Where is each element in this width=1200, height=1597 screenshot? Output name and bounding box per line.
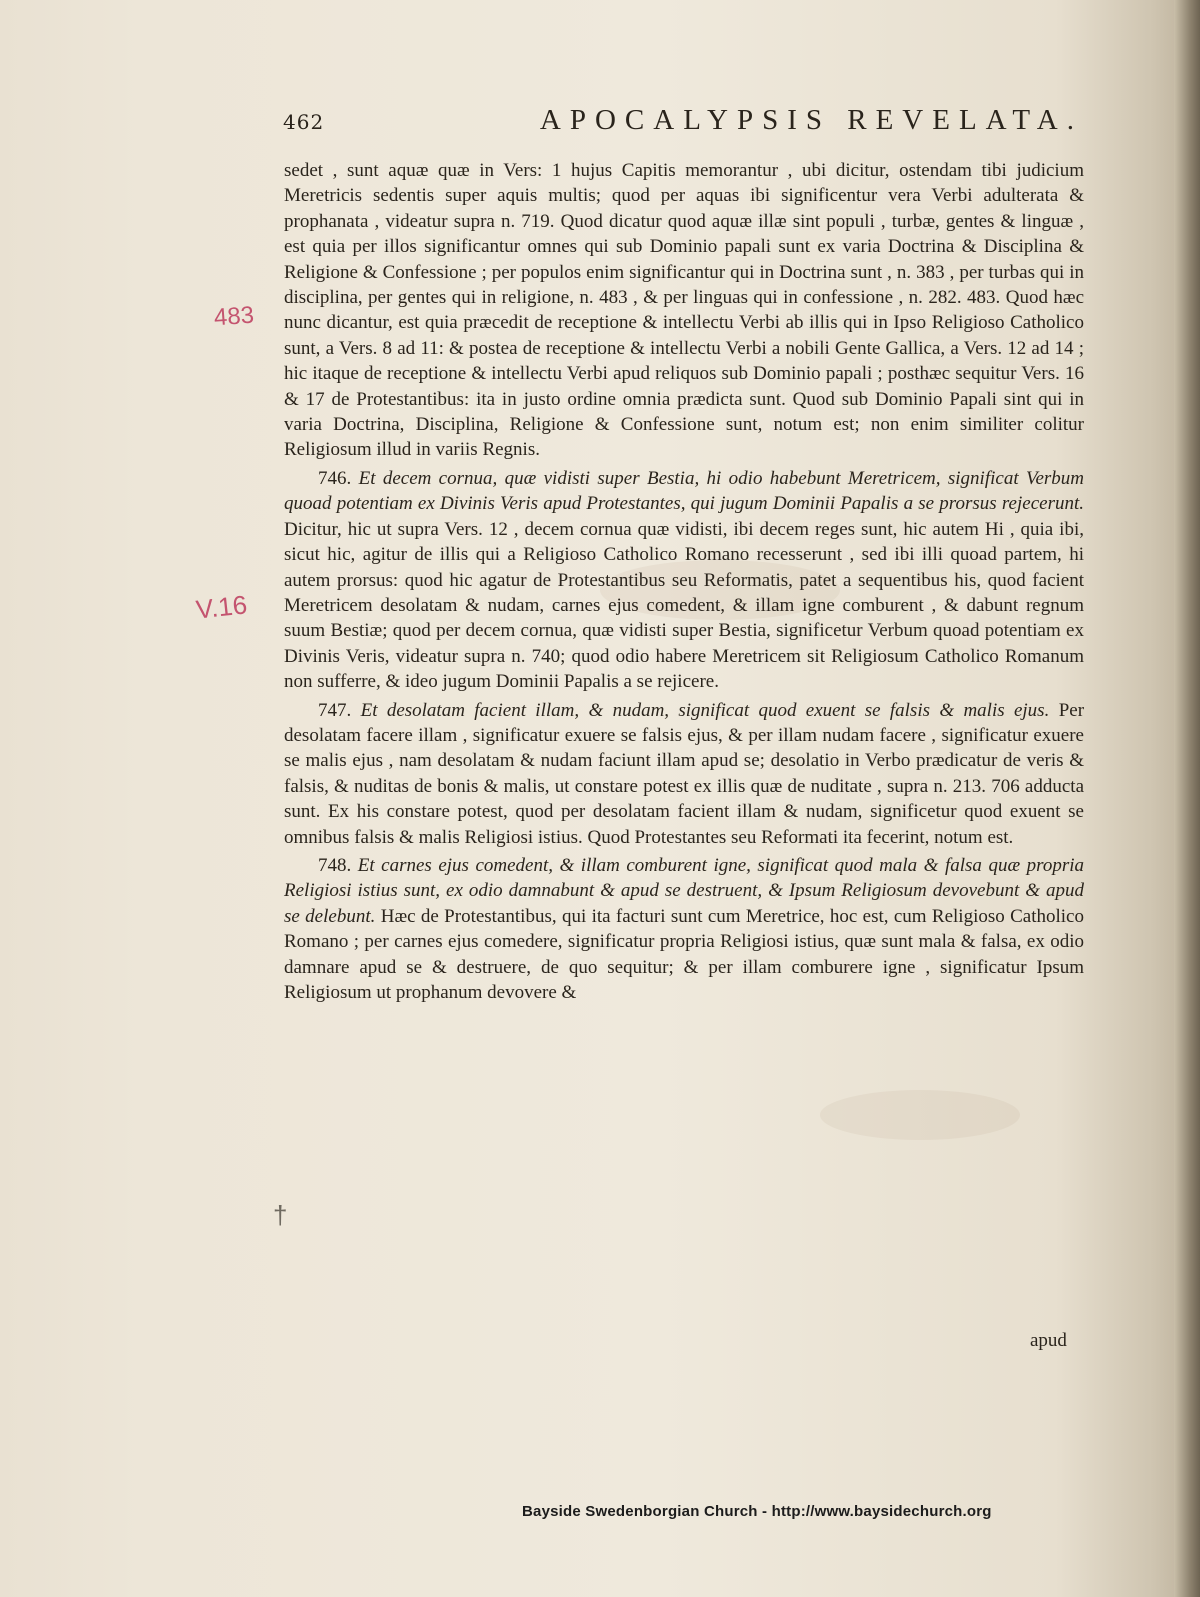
paragraph-lead: Et decem cornua, quæ vidisti super Bestia, hi odio habebunt Meretricem, significat Verbum quoad potentiam ex Divinis Veris apud Protestantes, qui jugum Dominii Papalis a se prorsus rejecerunt. [284, 467, 1084, 515]
paragraph-text: Dicitur, hic ut supra Vers. 12 , decem cornua quæ vidisti, ibi decem reges sunt, hic autem Hi , quia ibi, sicut hic, agitur de illis qui a Religioso Catholico Romano recesserunt , sed ibi illi quoad partem, hi autem prorsus: quod hic agatur de Protestantibus seu Reformatis, patet a sequentibus his, quod facient Meretricem desolatam & nudam, carnes ejus comedent, & illam igne comburent , & dabunt regnum suum Bestiæ; quod per decem cornua, quæ vidisti super Bestia, significetur Verbum quoad potentiam ex Divinis Veris, videatur supra n. 740; quod odio habere Meretricem sit Religiosum Catholico Romanum non sufferre, & ideo jugum Dominii Papalis a se rejicere. [284, 518, 1084, 693]
paragraph-text: Hæc de Protestantibus, qui ita facturi sunt cum Meretrice, hoc est, cum Religioso Catholico Romano ; per carnes ejus comedere, significatur propria Religiosi istius, quæ sunt mala & falsa, ex odio damnare apud se & destruere, de quo sequitur; & per illam comburere igne , significatur Ipsum Religiosum ut prophanum devovere & [284, 905, 1084, 1003]
paragraph-number: 747. [318, 699, 352, 721]
paragraph-lead: Et carnes ejus comedent, & illam comburent igne, significat quod mala & falsa quæ propria Religiosi istius sunt, ex odio damnabunt & apud se destruent, & Ipsum Religiosum devovebunt & apud se delebunt. [284, 854, 1084, 927]
pencil-mark: † [273, 1200, 288, 1230]
paragraph-continuation: sedet , sunt aquæ quæ in Vers: 1 hujus Capitis memorantur , ubi dicitur, ostendam tibi judicium Meretricis sedentis super aquis multis; quod per aquas ibi significentur vera Verbi adulterata & prophanata , videatur supra n. 719. Quod dicatur quod aquæ illæ sint populi , turbæ, gentes & linguæ , est quia per illos significantur omnes qui sub Dominio papali sunt ex varia Doctrina & Disciplina & Religione & Confessione ; per populos enim significantur qui in Doctrina sunt , n. 383 , per turbas qui in disciplina, per gentes qui in religione, n. 483 , & per linguas qui in confessione , n. 282. 483. Quod hæc nunc dicantur, est quia præcedit de receptione & intellectu Verbi ab illis qui in Ipso Religioso Catholico sunt, a Vers. 8 ad 11: & postea de receptione & intellectu Verbi a nobili Gente Gallica, a Vers. 12 ad 14 ; hic itaque de receptione & intellectu Verbi apud reliquos sub Dominio papali ; posthæc sequitur Vers. 16 & 17 de Protestantibus: ita in justo ordine omnia prædicta sunt. Quod sub Dominio Papali sint qui in varia Doctrina, Disciplina, Religione & Confessione sunt, notum est; non enim similiter colitur Religiosum illud in variis Regnis. [284, 160, 1084, 461]
paragraph-text: Per desolatam facere illam , significatur exuere se falsis ejus, & per illam nudam facere , significatur exuere se malis ejus , nam desolatam & nudam faciunt illam apud se; desolatio in Verbo prædicatur de veris & falsis, & nuditas de bonis & malis, ut constare potest ex illis quæ de nuditate , supra n. 213. 706 adducta sunt. Ex his constare potest, quod per desolatam facient illam & nudam, significetur quod exuent se omnibus falsis & malis Religiosi istius. Quod Protestantes seu Reformati ita fecerint, notum est. [284, 699, 1085, 848]
catchword: apud [1030, 1330, 1067, 1351]
page-gutter [1174, 0, 1200, 1597]
paragraph-lead: Et desolatam facient illam, & nudam, significat quod exuent se falsis & malis ejus. [360, 699, 1050, 721]
paragraph-number: 746. [318, 467, 352, 489]
footer-credit: Bayside Swedenborgian Church - http://www.baysidechurch.org [522, 1503, 992, 1520]
running-title: APOCALYPSIS REVELATA. [539, 104, 1083, 136]
running-header [283, 104, 1083, 144]
page-number: 462 [283, 110, 325, 134]
body-text [284, 158, 1084, 1007]
paragraph-748 [284, 853, 1084, 1005]
paper-stain [820, 1090, 1020, 1140]
paragraph-746 [284, 466, 1084, 695]
margin-note-verse: V.16 [194, 589, 249, 625]
paragraph-747 [284, 698, 1084, 850]
paragraph-number: 748. [318, 854, 352, 876]
margin-note-483: 483 [213, 301, 255, 332]
